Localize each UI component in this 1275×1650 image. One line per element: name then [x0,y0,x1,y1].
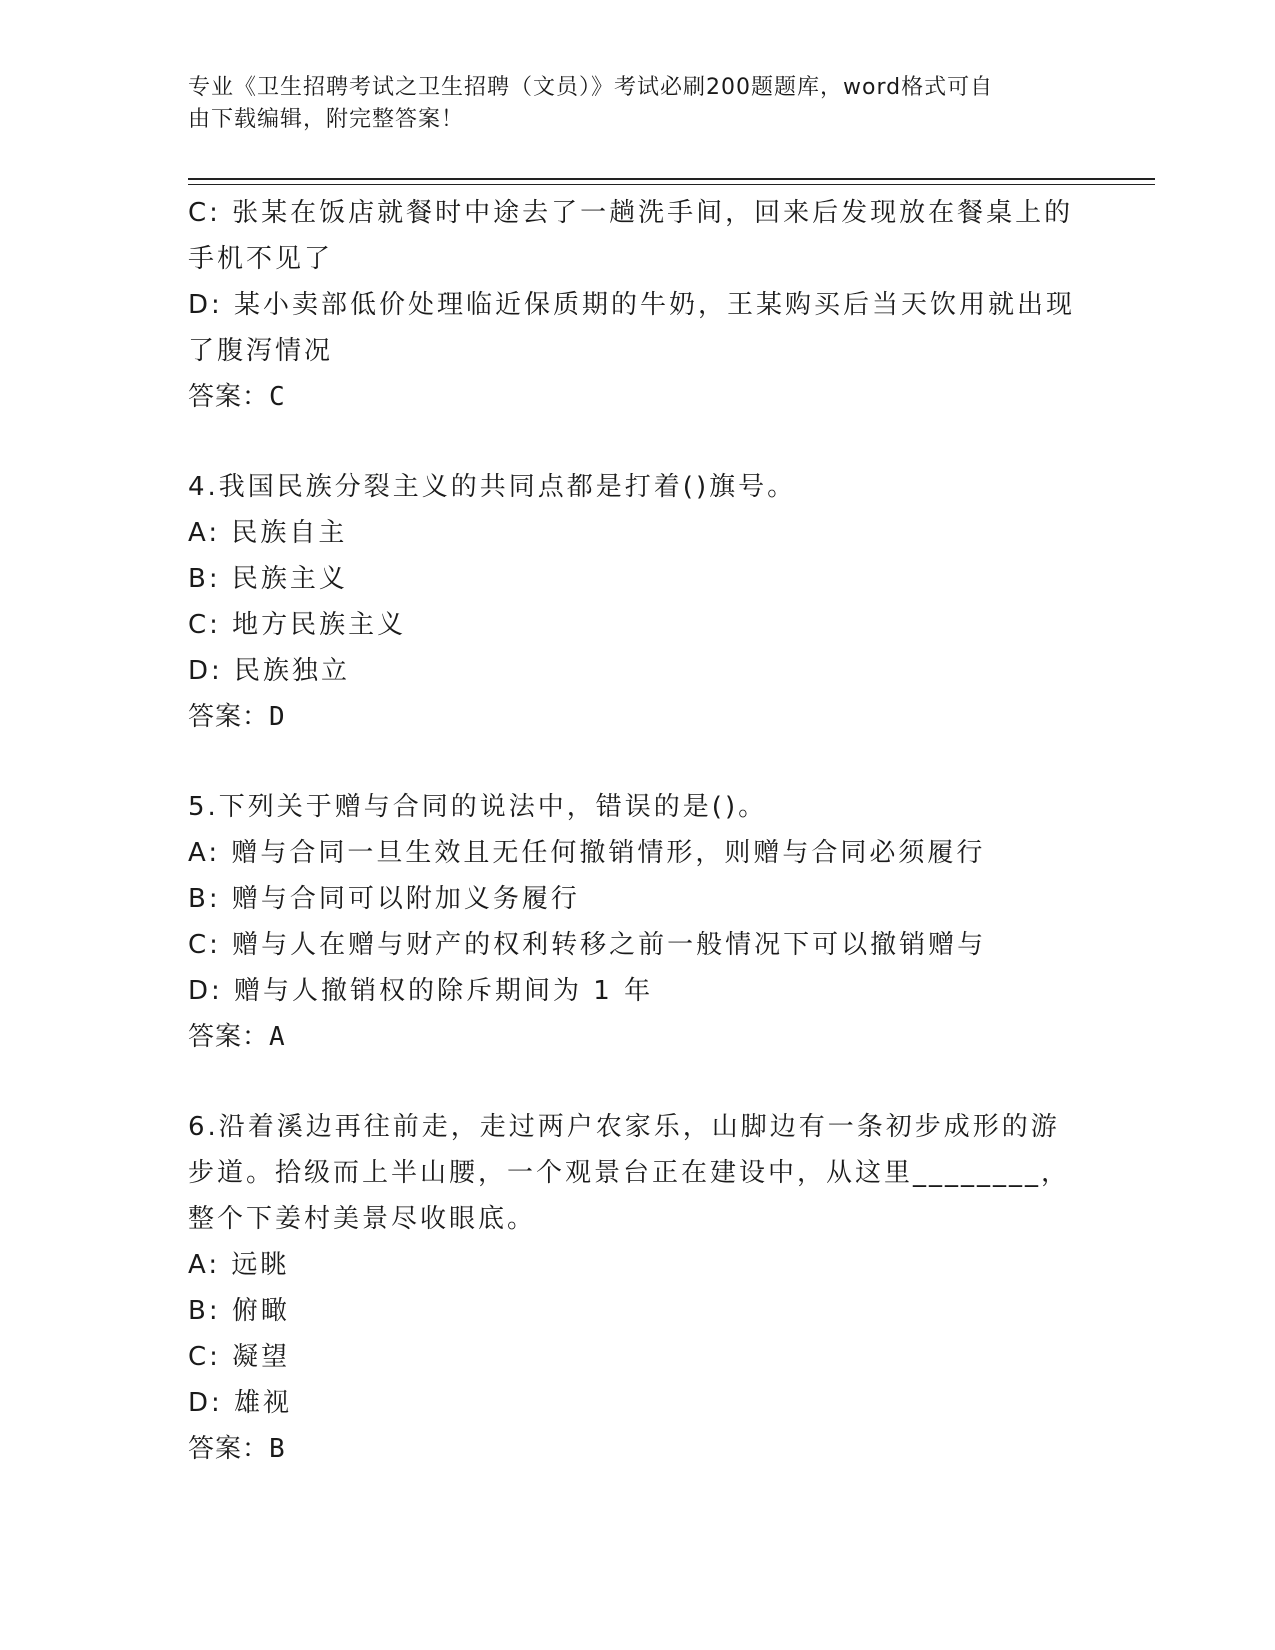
header-divider-thick [188,178,1155,180]
question-6-stem-line-2: 步道。拾级而上半山腰，一个观景台正在建设中，从这里________， [188,1158,1071,1188]
question-6-stem-line-3: 整个下姜村美景尽收眼底。 [188,1204,537,1234]
question-list [188,190,1088,1472]
question-4-stem: 4.我国民族分裂主义的共同点都是打着()旗号。 [188,472,797,502]
question-spacer [188,740,1088,784]
question-5-option-c: C: 赠与人在赠与财产的权利转移之前一般情况下可以撤销赠与 [188,930,987,960]
question-4-option-d: D: 民族独立 [188,656,351,686]
document-header [188,72,1068,136]
question-4-option-b: B: 民族主义 [188,564,348,594]
question-3-option-d-line-1: D: 某小卖部低价处理临近保质期的牛奶，王某购买后当天饮用就出现 [188,290,1076,320]
question-6-option-a: A: 远眺 [188,1250,290,1280]
question-5-option-d: D: 赠与人撤销权的除斥期间为 1 年 [188,976,654,1006]
header-divider-thin [188,184,1155,185]
header-line-2: 由下载编辑，附完整答案！ [188,107,465,132]
question-6-stem-line-1: 6.沿着溪边再往前走，走过两户农家乐，山脚边有一条初步成形的游 [188,1112,1060,1142]
question-3-option-c-line-1: C: 张某在饭店就餐时中途去了一趟洗手间，回来后发现放在餐桌上的 [188,198,1074,228]
question-6-answer: 答案：B [188,1434,286,1464]
question-5-stem: 5.下列关于赠与合同的说法中，错误的是()。 [188,792,768,822]
question-3-answer: 答案：C [188,382,286,412]
question-4-answer: 答案：D [188,702,286,732]
question-5-option-b: B: 赠与合同可以附加义务履行 [188,884,580,914]
question-4-option-a: A: 民族自主 [188,518,348,548]
question-5 [188,784,1088,1060]
question-spacer [188,1060,1088,1104]
question-6-option-d: D: 雄视 [188,1388,293,1418]
question-6-option-b: B: 俯瞰 [188,1296,290,1326]
question-4-option-c: C: 地方民族主义 [188,610,407,640]
question-3-option-c-line-2: 手机不见了 [188,244,334,274]
question-spacer [188,420,1088,464]
question-4 [188,464,1088,740]
question-3-tail [188,190,1088,420]
header-line-1: 专业《卫生招聘考试之卫生招聘（文员）》考试必刷200题题库，word格式可自 [188,75,994,100]
question-6 [188,1104,1088,1472]
question-5-option-a: A: 赠与合同一旦生效且无任何撤销情形，则赠与合同必须履行 [188,838,986,868]
question-6-option-c: C: 凝望 [188,1342,291,1372]
question-5-answer: 答案：A [188,1022,286,1052]
question-3-option-d-line-2: 了腹泻情况 [188,336,334,366]
